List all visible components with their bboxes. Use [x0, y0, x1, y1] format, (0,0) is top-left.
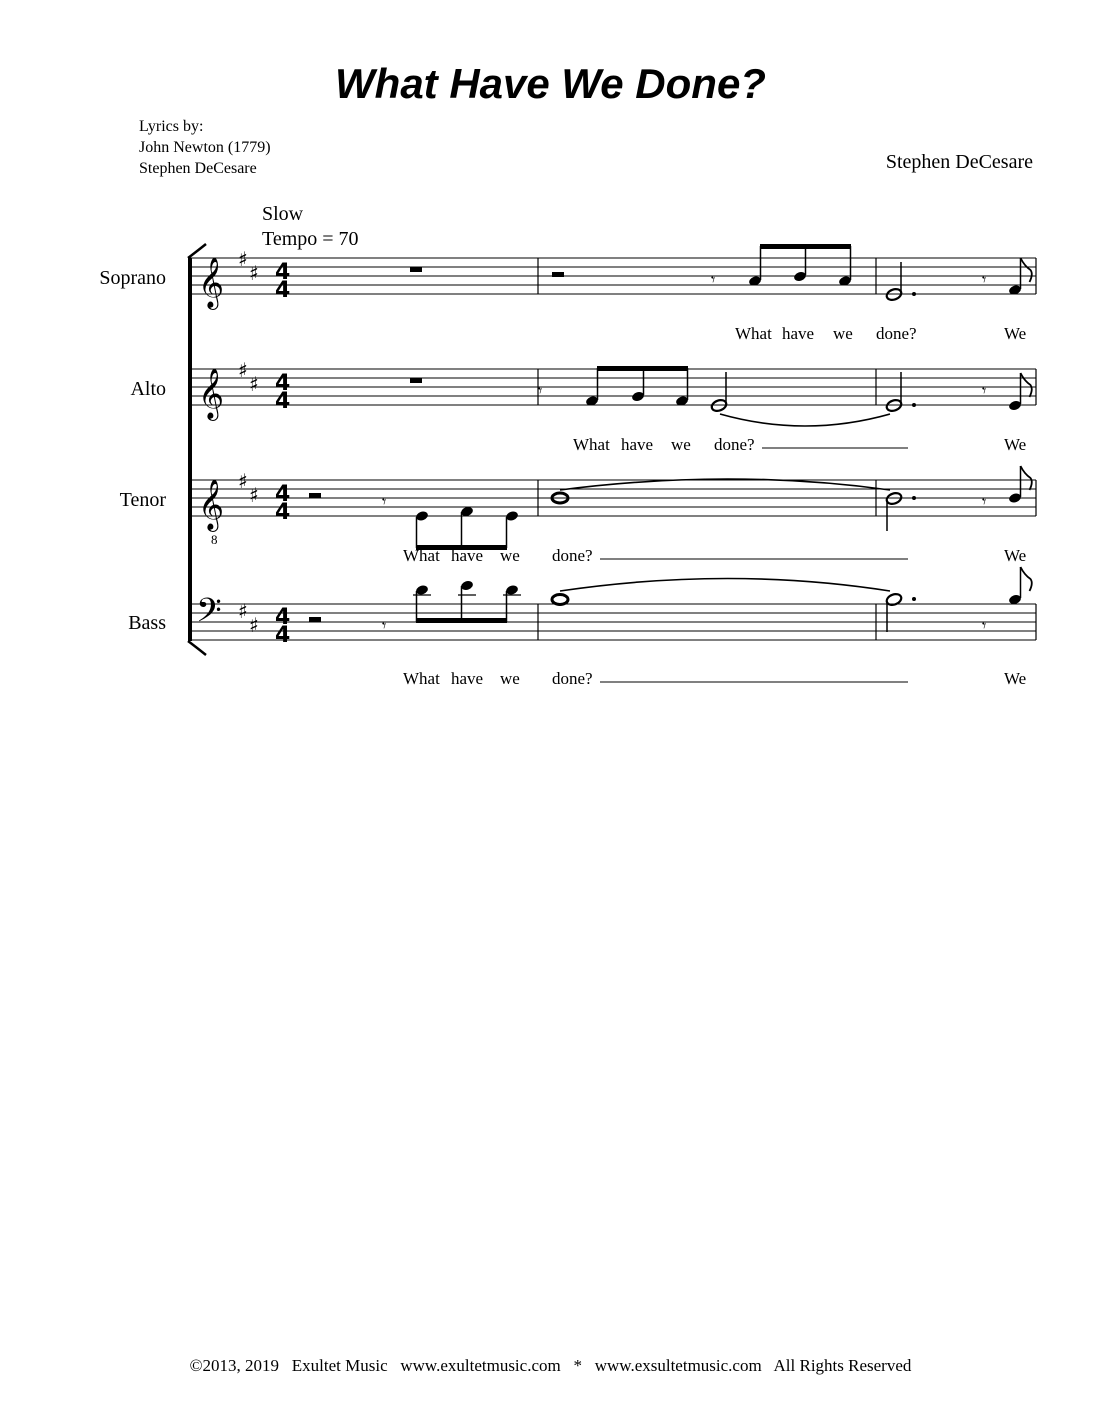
half-rest [309, 617, 321, 622]
eighth-rest-icon: 𝄾 [711, 270, 716, 289]
lyric-syllable: have [621, 435, 654, 454]
eighth-rest-icon: 𝄾 [382, 616, 387, 635]
staff-name-tenor: Tenor [119, 489, 166, 511]
score-title: What Have We Done? [335, 60, 766, 107]
sharp-icon: ♯ [249, 261, 259, 285]
whole-rest [410, 378, 422, 383]
eighth-rest-icon: 𝄾 [538, 381, 543, 400]
time-signature-bottom: 4 [275, 278, 291, 303]
treble-clef-8vb-icon: 𝄞 [198, 479, 225, 530]
lyric-syllable: have [782, 324, 815, 343]
bass-clef-icon: 𝄢 [196, 592, 222, 638]
lyric-syllable: done? [552, 546, 593, 565]
treble-clef-icon: 𝄞 [198, 368, 225, 419]
lyric-syllable: we [500, 546, 520, 565]
whole-note [552, 595, 568, 605]
time-signature-top: 4 [275, 371, 291, 396]
octave-mark: 8 [211, 532, 218, 547]
time-signature-top: 4 [275, 482, 291, 507]
lyric-syllable: What [573, 435, 610, 454]
time-signature-top: 4 [275, 260, 291, 285]
lyric-syllable: We [1004, 546, 1027, 565]
time-signature-bottom: 4 [275, 623, 291, 648]
time-signature-bottom: 4 [275, 500, 291, 525]
staff-name-bass: Bass [128, 612, 166, 634]
lyric-syllable: have [451, 546, 484, 565]
tie [560, 479, 890, 490]
eighth-rest-icon: 𝄾 [982, 270, 987, 289]
time-signature-bottom: 4 [275, 389, 291, 414]
lyric-syllable: We [1004, 324, 1027, 343]
sharp-icon: ♯ [238, 599, 248, 623]
beam [416, 618, 507, 623]
half-rest [552, 272, 564, 277]
time-signature-top: 4 [275, 605, 291, 630]
eighth-rest-icon: 𝄾 [382, 492, 387, 511]
sharp-icon: ♯ [238, 358, 248, 382]
lyricist-name-2: Stephen DeCesare [139, 160, 257, 177]
eighth-rest-icon: 𝄾 [982, 616, 987, 635]
treble-clef-icon: 𝄞 [198, 257, 225, 308]
tempo-word: Slow [262, 203, 304, 225]
lyric-syllable: What [403, 546, 440, 565]
sharp-icon: ♯ [249, 372, 259, 396]
sharp-icon: ♯ [238, 247, 248, 271]
lyric-syllable: have [451, 669, 484, 688]
lyric-syllable: we [833, 324, 853, 343]
bass-notes [309, 567, 1032, 635]
lyric-syllable: we [500, 669, 520, 688]
composer-credit: Stephen DeCesare [885, 151, 1033, 173]
tenor-notes [309, 466, 1032, 550]
tie [720, 414, 890, 426]
beam [597, 366, 688, 371]
lyric-syllable: we [671, 435, 691, 454]
whole-rest [410, 267, 422, 272]
lyric-syllable: done? [552, 669, 593, 688]
lyric-syllable: What [403, 669, 440, 688]
lyric-syllable: What [735, 324, 772, 343]
tempo-value: Tempo = 70 [262, 228, 359, 250]
sharp-icon: ♯ [249, 483, 259, 507]
soprano-notes [410, 244, 1032, 302]
lyric-syllable: done? [876, 324, 917, 343]
eighth-rest-icon: 𝄾 [982, 381, 987, 400]
copyright-footer: ©2013, 2019 Exultet Music www.exultetmusic.com * www.exsultetmusic.com All Rights Reserved [189, 1356, 912, 1375]
half-rest [309, 493, 321, 498]
lyricist-name-1: John Newton (1779) [139, 139, 271, 156]
staff-name-soprano: Soprano [99, 267, 166, 289]
note-head [885, 592, 903, 607]
lyric-syllable: We [1004, 669, 1027, 688]
lyricist-label: Lyrics by: [139, 118, 204, 135]
staff-name-alto: Alto [130, 378, 166, 400]
tie [560, 579, 890, 592]
staff-lines [190, 258, 1036, 640]
beam [760, 244, 851, 249]
sharp-icon: ♯ [238, 469, 248, 493]
eighth-rest-icon: 𝄾 [982, 492, 987, 511]
lyric-syllable: done? [714, 435, 755, 454]
lyric-syllable: We [1004, 435, 1027, 454]
sharp-icon: ♯ [249, 613, 259, 637]
